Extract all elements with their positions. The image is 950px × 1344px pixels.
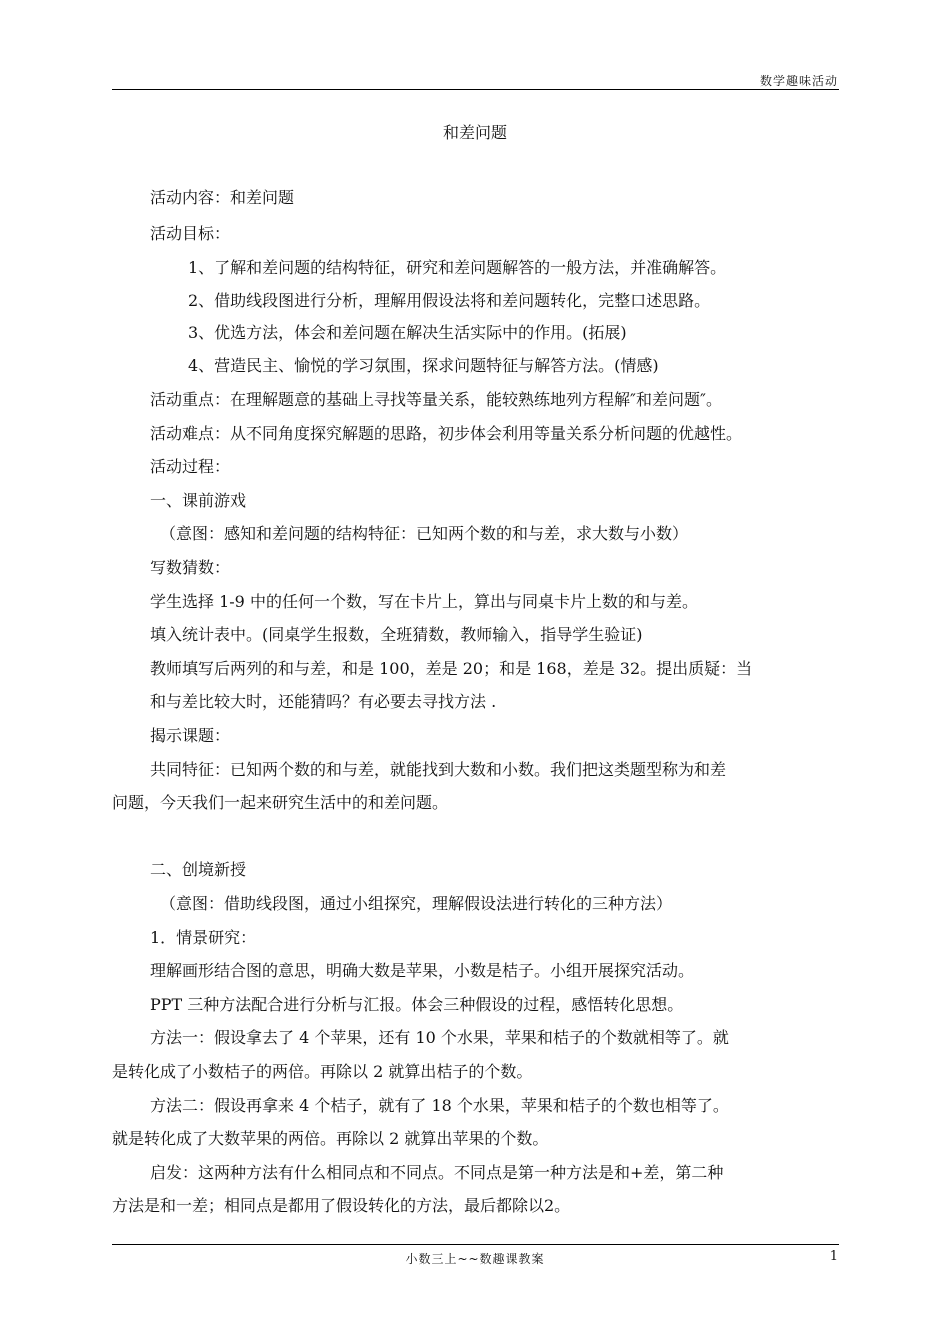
section-1-heading: 一、课前游戏 — [150, 491, 247, 510]
activity-difficulty: 活动难点：从不同角度探究解题的思路，初步体会利用等量关系分析问题的优越性。 — [150, 424, 743, 443]
method-2-line: 就是转化成了大数苹果的两倍。再除以 2 就算出苹果的个数。 — [112, 1129, 549, 1148]
document-title: 和差问题 — [442, 123, 507, 142]
paragraph-line: 学生选择 1-9 中的任何一个数，写在卡片上，算出与同桌卡片上数的和与差。 — [150, 592, 698, 611]
goal-item-1: 1、了解和差问题的结构特征，研究和差问题解答的一般方法，并准确解答。 — [188, 258, 727, 277]
section-1-intent: （意图：感知和差问题的结构特征：已知两个数的和与差，求大数与小数） — [160, 524, 689, 543]
activity-goals-heading: 活动目标： — [150, 224, 231, 243]
paragraph-line: 理解画形结合图的意思，明确大数是苹果，小数是桔子。小组开展探究活动。 — [150, 961, 695, 980]
activity-process-heading: 活动过程： — [150, 457, 231, 476]
paragraph-line: 共同特征：已知两个数的和与差，就能找到大数和小数。我们把这类题型称为和差 — [150, 760, 727, 779]
paragraph-line: 问题，今天我们一起来研究生活中的和差问题。 — [112, 793, 449, 812]
activity-content: 活动内容：和差问题 — [150, 188, 295, 207]
goal-item-2: 2、借助线段图进行分析，理解用假设法将和差问题转化，完整口述思路。 — [188, 291, 711, 310]
section-2-intent: （意图：借助线段图，通过小组探究，理解假设法进行转化的三种方法） — [160, 894, 673, 913]
footer-rule — [112, 1244, 839, 1245]
paragraph-line: 填入统计表中。(同桌学生报数，全班猜数，教师输入，指导学生验证) — [150, 625, 643, 644]
section-2-heading: 二、创境新授 — [150, 860, 247, 879]
running-header: 数学趣味活动 — [759, 74, 838, 88]
activity-key-point: 活动重点：在理解题意的基础上寻找等量关系，能较熟练地列方程解″和差问题″。 — [150, 390, 722, 409]
method-1-line: 方法一：假设拿去了 4 个苹果，还有 10 个水果，苹果和桔子的个数就相等了。就 — [150, 1028, 729, 1047]
goal-item-4: 4、营造民主、愉悦的学习氛围，探求问题特征与解答方法。(情感) — [188, 356, 659, 375]
running-footer: 小数三上~~数趣课教案 — [405, 1252, 545, 1266]
paragraph-line: PPT 三种方法配合进行分析与汇报。体会三种假设的过程，感悟转化思想。 — [150, 995, 684, 1014]
reveal-topic-heading: 揭示课题： — [150, 726, 231, 745]
method-1-line: 是转化成了小数桔子的两倍。再除以 2 就算出桔子的个数。 — [112, 1062, 533, 1081]
game-title: 写数猜数： — [150, 558, 231, 577]
page-number: 1 — [829, 1249, 838, 1264]
scenario-heading: 1．情景研究： — [150, 928, 257, 947]
paragraph-line: 和与差比较大时，还能猜吗？有必要去寻找方法 . — [150, 692, 497, 711]
insight-line: 启发：这两种方法有什么相同点和不同点。不同点是第一种方法是和+差，第二种 — [150, 1163, 724, 1182]
insight-line: 方法是和一差；相同点是都用了假设转化的方法，最后都除以2。 — [112, 1196, 571, 1215]
header-rule — [112, 89, 839, 90]
method-2-line: 方法二：假设再拿来 4 个桔子，就有了 18 个水果，苹果和桔子的个数也相等了。 — [150, 1096, 729, 1115]
goal-item-3: 3、优选方法，体会和差问题在解决生活实际中的作用。(拓展) — [188, 323, 627, 342]
paragraph-line: 教师填写后两列的和与差，和是 100，差是 20；和是 168，差是 32。提出质疑：当 — [150, 659, 753, 678]
